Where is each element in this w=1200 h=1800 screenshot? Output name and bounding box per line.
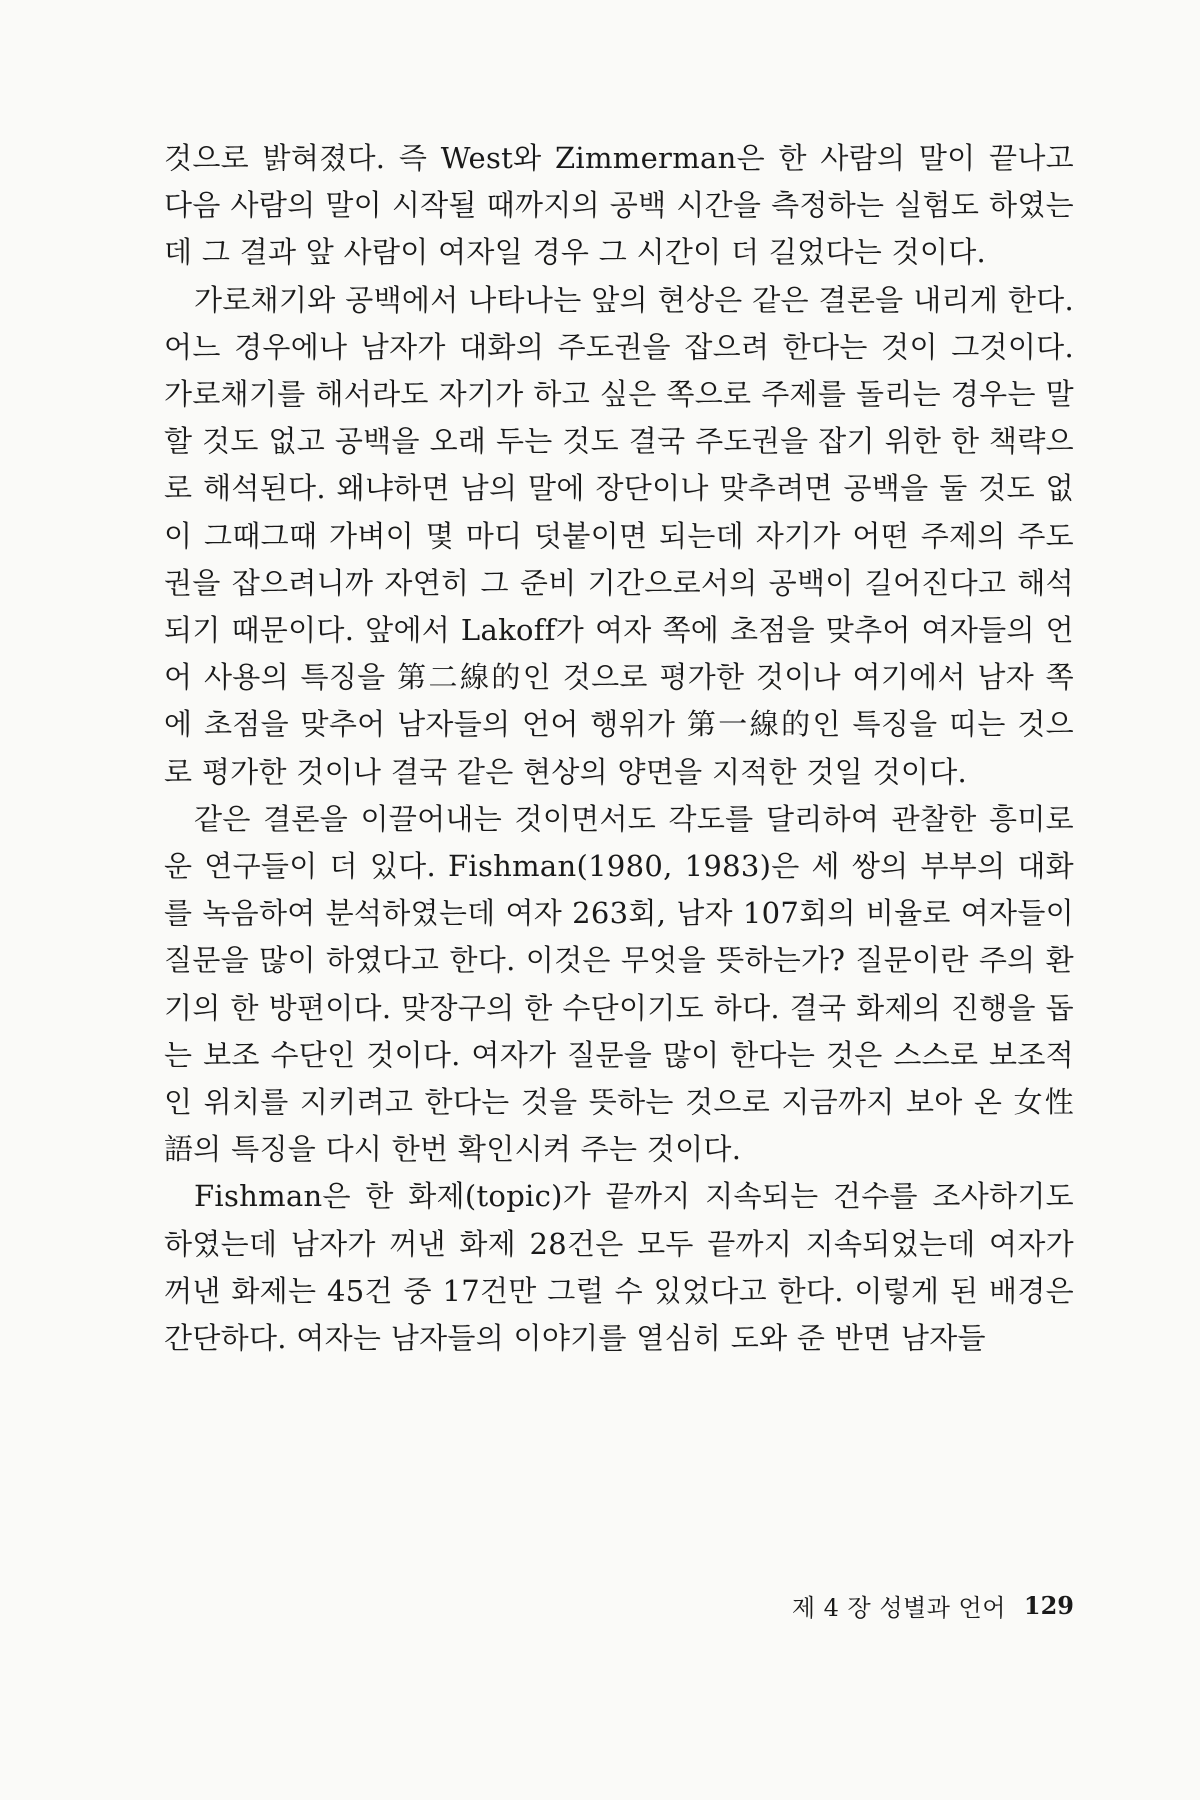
paragraph-1: 것으로 밝혀졌다. 즉 West와 Zimmerman은 한 사람의 말이 끝나고 다음 사람의 말이 시작될 때까지의 공백 시간을 측정하는 실험도 하였는데 그 결과 앞 사람이 여자일 경우 그 시간이 더 길었다는 것이다. bbox=[164, 141, 1074, 270]
chapter-label: 제 4 장 성별과 언어 bbox=[791, 1593, 1006, 1622]
paragraph-3: 같은 결론을 이끌어내는 것이면서도 각도를 달리하여 관찰한 흥미로운 연구들이 더 있다. Fishman(1980, 1983)은 세 쌍의 부부의 대화를 녹음하여 분석하였는데 여자 263회, 남자 107회의 비율로 여자들이 질문을 많이 하였다고 한다. 이것은 무엇을 뜻하는가? 질문이란 주의 환기의 한 방편이다. 맞장구의 한 수단이기도 하다. 결국 화제의 진행을 돕는 보조 수단인 것이다. 여자가 질문을 많이 한다는 것은 스스로 보조적인 위치를 지키려고 한다는 것을 뜻하는 것으로 지금까지 보아 온 女性語의 특징을 다시 한번 확인시켜 주는 것이다. bbox=[164, 801, 1074, 1167]
page-footer bbox=[744, 1585, 1074, 1625]
paragraph-2: 가로채기와 공백에서 나타나는 앞의 현상은 같은 결론을 내리게 한다. 어느 경우에나 남자가 대화의 주도권을 잡으려 한다는 것이 그것이다. 가로채기를 해서라도 자기가 하고 싶은 쪽으로 주제를 돌리는 경우는 말할 것도 없고 공백을 오래 두는 것도 결국 주도권을 잡기 위한 한 책략으로 해석된다. 왜냐하면 남의 말에 장단이나 맞추려면 공백을 둘 것도 없이 그때그때 가벼이 몇 마디 덧붙이면 되는데 자기가 어떤 주제의 주도권을 잡으려니까 자연히 그 준비 기간으로서의 공백이 길어진다고 해석되기 때문이다. 앞에서 Lakoff가 여자 쪽에 초점을 맞추어 여자들의 언어 사용의 특징을 第二線的인 것으로 평가한 것이나 여기에서 남자 쪽에 초점을 맞추어 남자들의 언어 행위가 第一線的인 특징을 띠는 것으로 평가한 것이나 결국 같은 현상의 양면을 지적한 것일 것이다. bbox=[164, 282, 1074, 789]
page-number: 129 bbox=[1023, 1590, 1074, 1620]
paragraph-4: Fishman은 한 화제(topic)가 끝까지 지속되는 건수를 조사하기도 하였는데 남자가 꺼낸 화제 28건은 모두 끝까지 지속되었는데 여자가 꺼낸 화제는 45건 중 17건만 그럴 수 있었다고 한다. 이렇게 된 배경은 간단하다. 여자는 남자들의 이야기를 열심히 도와 준 반면 남자들 bbox=[164, 1179, 1074, 1356]
body-text bbox=[164, 135, 1074, 1362]
